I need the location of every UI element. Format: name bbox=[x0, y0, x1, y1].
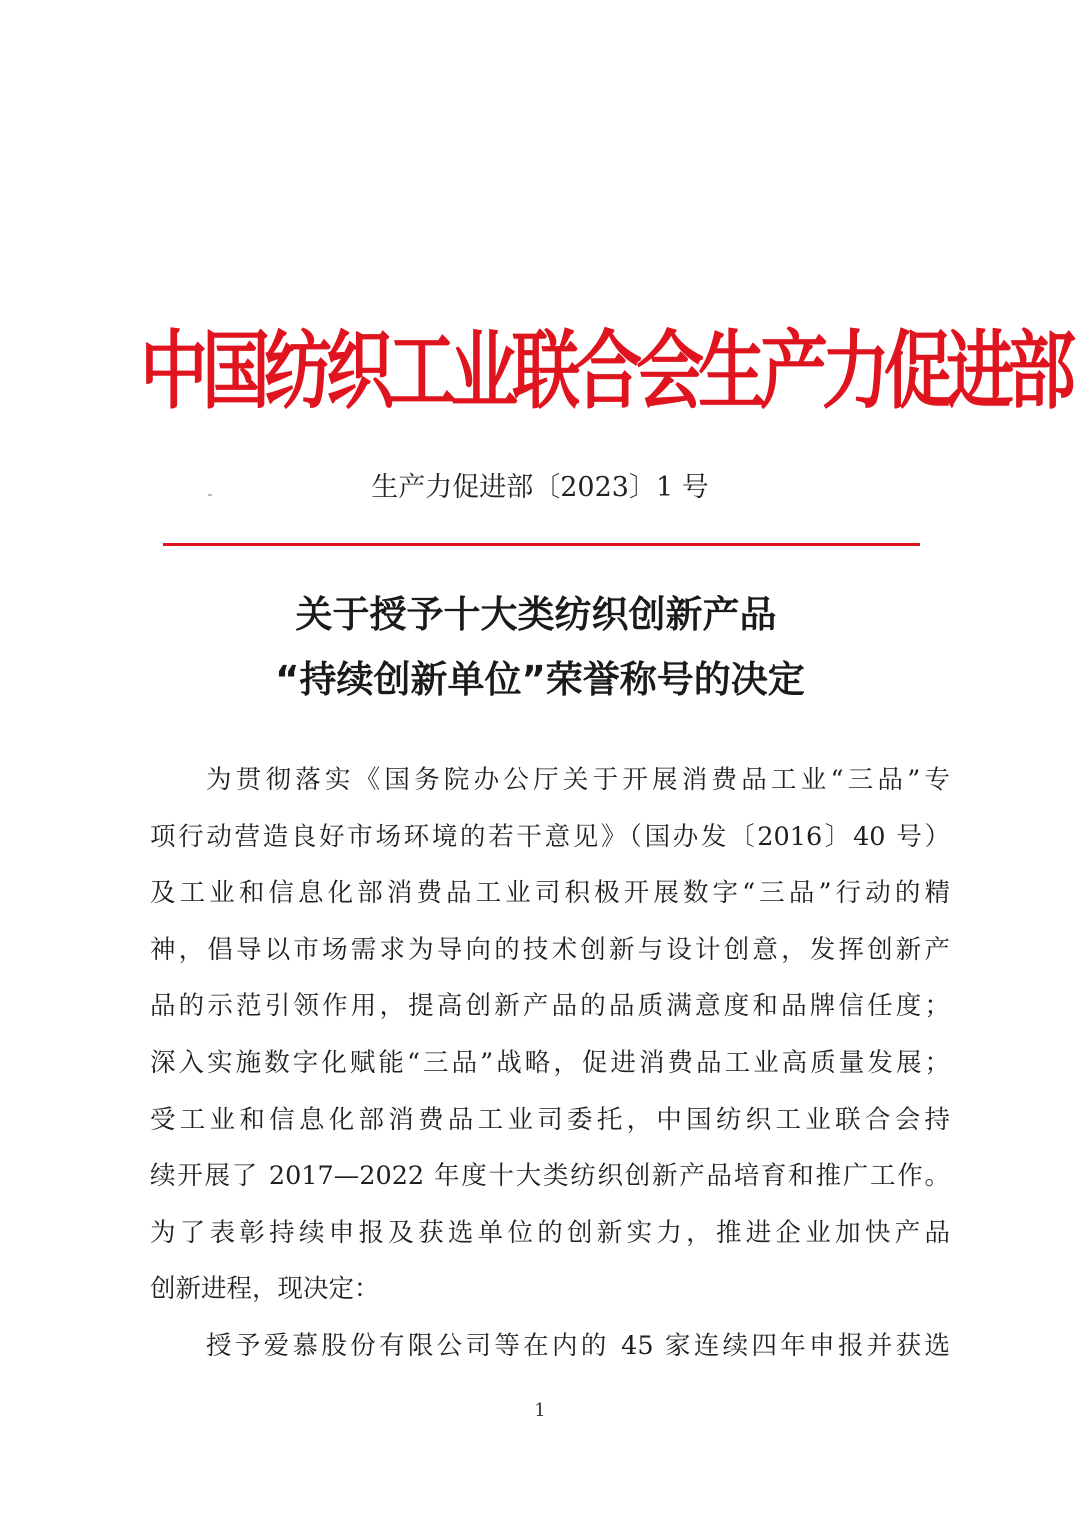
body-line: 授予爱慕股份有限公司等在内的 45 家连续四年申报并获选 bbox=[206, 1330, 950, 1361]
body-line: 续开展了 2017—2022 年度十大类纺织创新产品培育和推广工作。 bbox=[150, 1161, 950, 1192]
body-line: 深入实施数字化赋能“三品”战略，促进消费品工业高质量发展； bbox=[150, 1047, 950, 1078]
body-line: 神，倡导以市场需求为导向的技术创新与设计创意，发挥创新产 bbox=[150, 934, 950, 965]
red-divider-line bbox=[163, 543, 920, 546]
body-line: 及工业和信息化部消费品工业司积极开展数字“三品”行动的精 bbox=[150, 878, 950, 909]
issuer-masthead: 中国纺织工业联合会生产力促进部 bbox=[140, 323, 1071, 422]
document-title-line-1: 关于授予十大类纺织创新产品 bbox=[295, 593, 777, 636]
document-title-line-2: “持续创新单位”荣誉称号的决定 bbox=[275, 658, 805, 701]
body-line: 为了表彰持续申报及获选单位的创新实力，推进企业加快产品 bbox=[150, 1217, 950, 1248]
body-line: 品的示范引领作用，提高创新产品的品质满意度和品牌信任度； bbox=[150, 991, 950, 1022]
body-line: 受工业和信息化部消费品工业司委托，中国纺织工业联合会持 bbox=[150, 1104, 950, 1135]
body-line: 创新进程，现决定： bbox=[150, 1274, 380, 1305]
scan-speck bbox=[208, 494, 212, 496]
document-body bbox=[150, 752, 950, 1375]
page-number: 1 bbox=[534, 1400, 546, 1421]
body-line: 项行动营造良好市场环境的若干意见》（国办发〔2016〕40 号） bbox=[150, 821, 950, 852]
body-line: 为贯彻落实《国务院办公厅关于开展消费品工业“三品”专 bbox=[206, 765, 950, 795]
document-number: 生产力促进部〔2023〕1 号 bbox=[371, 472, 709, 503]
